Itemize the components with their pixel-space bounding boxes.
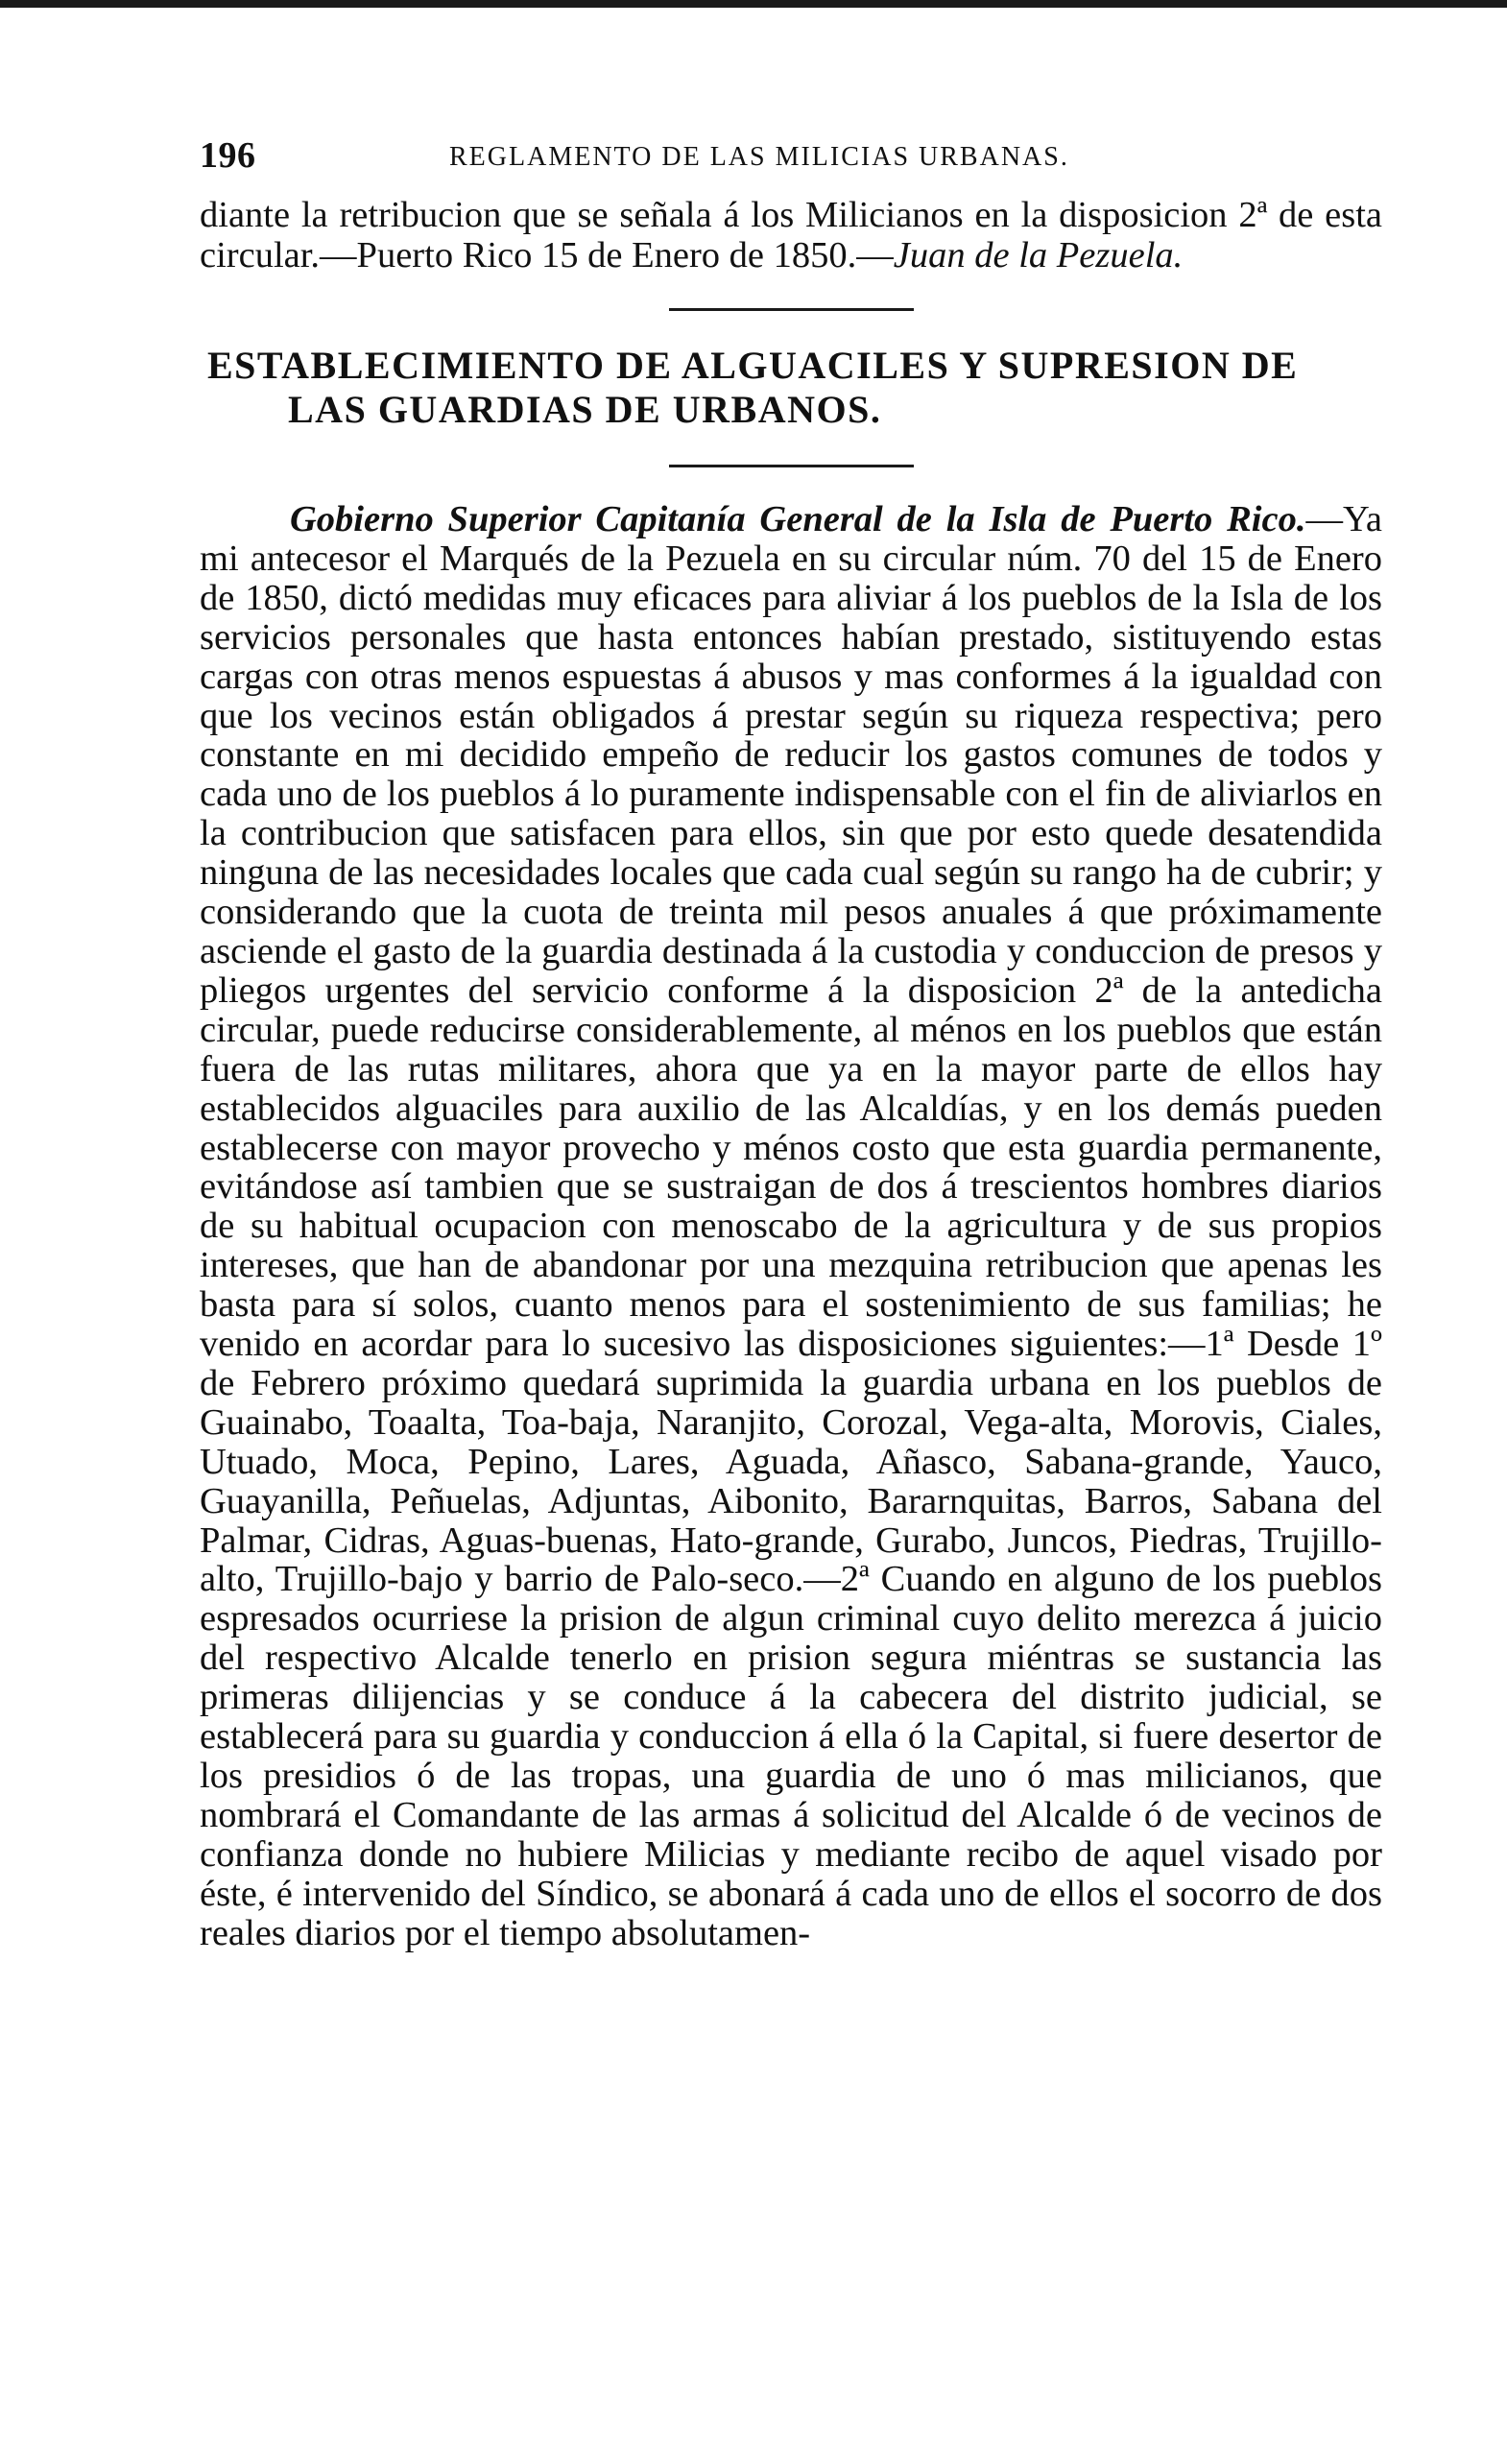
top-rule xyxy=(0,0,1507,8)
book-page xyxy=(200,134,1382,1953)
opening-text: diante la retribucion que se señala á los Milicianos en la disposicion 2ª de esta circular.—Puerto Rico 15 de Enero de 1850.— xyxy=(200,195,1382,275)
section-heading-line-1: ESTABLECIMIENTO DE ALGUACILES Y SUPRESION DE xyxy=(207,344,1299,387)
running-title: REGLAMENTO DE LAS MILICIAS URBANAS. xyxy=(449,142,1069,172)
signature: Juan de la Pezuela. xyxy=(893,234,1184,275)
body-text: —Ya mi antecesor el Marqués de la Pezuela en su circular núm. 70 del 15 de Enero de 1850, dictó medidas muy eficaces para aliviar á los pueblos de la Isla de los servicios personales que hasta entonces habían prestado, sistituyendo estas cargas con otras menos espuestas á abusos y mas conformes á la igualdad con que los vecinos están obligados á prestar según su riqueza respectiva; pero constante en mi decidido empeño de reducir los gastos comunes de todos y cada uno de los pueblos á lo puramente indispensable con el fin de aliviarlos en la contribucion que satisfacen para ellos, sin que por esto quede desatendida ninguna de las necesidades locales que cada cual según su rango ha de cubrir; y considerando que la cuota de treinta mil pesos anuales á que próximamente asciende el gasto de la guardia destinada á la custodia y conduccion de presos y pliegos urgentes del servicio conforme á la disposicion 2ª de la antedicha circular, puede reducirse considerablemente, al ménos en los pueblos que están fuera de las rutas militares, ahora que ya en la mayor parte de ellos hay establecidos alguaciles para auxilio de las Alcaldías, y en los demás pueden establecerse con mayor provecho y ménos costo que esta guardia permanente, evitándose así tambien que se sustraigan de dos á trescientos hombres diarios de su habitual ocupacion con menoscabo de la agricultura y de sus propios intereses, que han de abandonar por una mezquina retribucion que apenas les basta para sí solos, cuanto menos para el sostenimiento de sus familias; he venido en acordar para lo sucesivo las disposiciones siguientes:—1ª Desde 1º de Febrero próximo quedará suprimida la guardia urbana en los pueblos de Guainabo, Toaalta, Toa-baja, Naranjito, Corozal, Vega-alta, Morovis, Ciales, Utuado, Moca, Pepino, Lares, Aguada, Añasco, Sabana-grande, Yauco, Guayanilla, Peñuelas, Adjuntas, Aibonito, Bararnquitas, Barros, Sabana del Palmar, Cidras, Aguas-buenas, Hato-grande, Gurabo, Juncos, Piedras, Trujillo-alto, Trujillo-bajo y barrio de Palo-seco.—2ª Cuando en alguno de los pueblos espresados ocurriese la prision de algun criminal cuyo delito merezca á juicio del respectivo Alcalde tenerlo en prision segura miéntras se sustancia las primeras dilijencias y se conduce á la cabecera del distrito judicial, se establecerá para su guardia y conduccion á ella ó la Capital, si fuere desertor de los presidios ó de las tropas, una guardia de uno ó mas milicianos, que nombrará el Comandante de las armas á solicitud del Alcalde ó de vecinos de confianza donde no hubiere Milicias y mediante recibo de aquel visado por éste, é intervenido del Síndico, se abonará á cada uno de ellos el socorro de dos reales diarios por el tiempo absolutamen- xyxy=(200,499,1382,1953)
page-number: 196 xyxy=(200,135,256,176)
running-head xyxy=(200,134,1382,196)
opening-paragraph xyxy=(200,196,1382,275)
separator-rule-top xyxy=(669,308,914,311)
section-heading xyxy=(200,344,1382,432)
separator-rule-bottom xyxy=(669,465,914,467)
section-heading-line-2: LAS GUARDIAS DE URBANOS. xyxy=(288,388,882,431)
issuer: Gobierno Superior Capitanía General de la Isla de Puerto Rico. xyxy=(290,499,1306,539)
section-body xyxy=(200,500,1382,1953)
